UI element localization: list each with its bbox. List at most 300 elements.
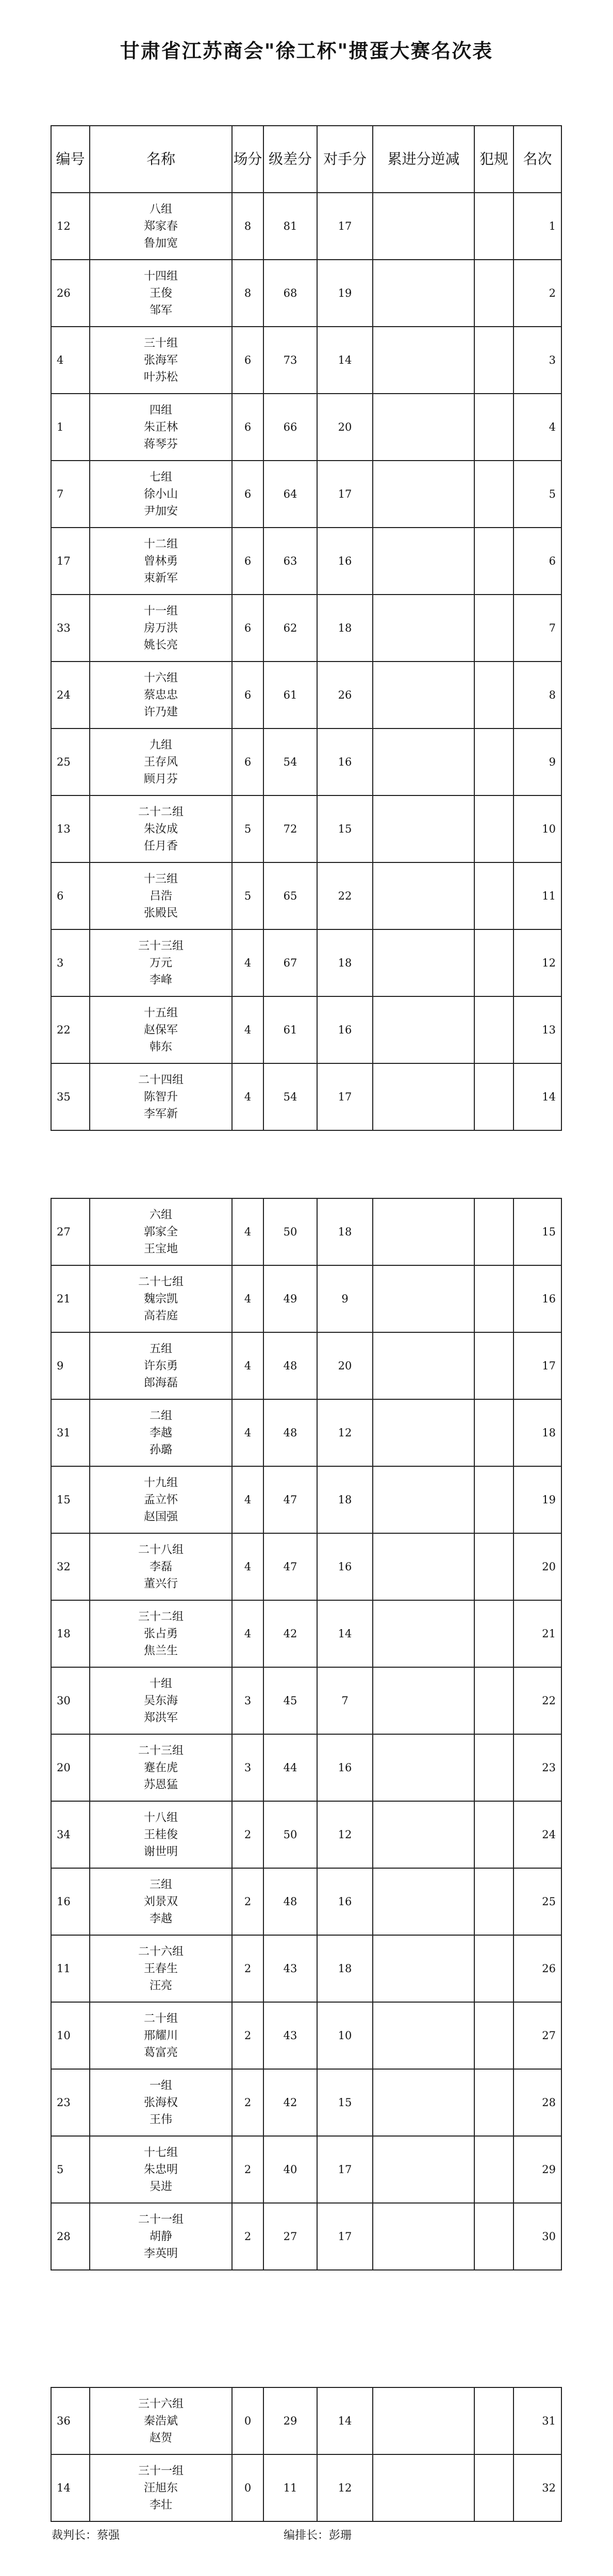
- team-number: 31: [51, 1399, 90, 1466]
- round-score: 0: [232, 2454, 263, 2521]
- rank-value: 15: [513, 1198, 561, 1265]
- player-one: 房万洪: [143, 621, 178, 635]
- team-name-cell: [90, 996, 232, 1063]
- opponent-score: 15: [317, 2069, 373, 2136]
- player-one: 李越: [149, 1426, 172, 1439]
- round-score: 4: [232, 1063, 263, 1130]
- foul-cell: [474, 1063, 513, 1130]
- table-row: [51, 1600, 561, 1667]
- opponent-score: 16: [317, 728, 373, 795]
- group-name: 九组: [149, 738, 172, 752]
- table-row: [51, 1734, 561, 1801]
- header-name: 名称: [90, 126, 232, 193]
- cumulative-score: [373, 1868, 474, 1935]
- group-name: 十六组: [143, 671, 178, 685]
- round-score: 4: [232, 1600, 263, 1667]
- cumulative-score: [373, 1533, 474, 1600]
- table-row: [51, 2136, 561, 2203]
- team-name-cell: [90, 2203, 232, 2270]
- cumulative-score: [373, 1667, 474, 1734]
- table-row: [51, 929, 561, 996]
- team-name-cell: [90, 1399, 232, 1466]
- group-name: 十四组: [143, 269, 178, 283]
- round-score: 0: [232, 2387, 263, 2454]
- cumulative-score: [373, 260, 474, 327]
- round-score: 2: [232, 2002, 263, 2069]
- table-row: [51, 193, 561, 260]
- level-diff-score: 65: [263, 862, 317, 929]
- player-two: 李越: [149, 1912, 172, 1925]
- table-row: [51, 1801, 561, 1868]
- team-number: 22: [51, 996, 90, 1063]
- foul-cell: [474, 394, 513, 461]
- table-row: [51, 1667, 561, 1734]
- cumulative-score: [373, 1734, 474, 1801]
- player-two: 汪亮: [149, 1979, 172, 1992]
- opponent-score: 17: [317, 461, 373, 528]
- foul-cell: [474, 1265, 513, 1332]
- cumulative-score: [373, 1466, 474, 1533]
- group-name: 三十六组: [138, 2397, 184, 2411]
- player-one: 魏宗凯: [143, 1292, 178, 1306]
- player-one: 秦浩斌: [143, 2414, 178, 2428]
- team-name-cell: [90, 662, 232, 728]
- player-two: 鲁加宽: [143, 236, 178, 250]
- player-two: 苏恩猛: [143, 1778, 178, 1791]
- group-name: 六组: [149, 1208, 172, 1222]
- player-two: 任月香: [143, 839, 178, 853]
- level-diff-score: 81: [263, 193, 317, 260]
- team-number: 10: [51, 2002, 90, 2069]
- level-diff-score: 43: [263, 1935, 317, 2002]
- cumulative-score: [373, 996, 474, 1063]
- team-number: 34: [51, 1801, 90, 1868]
- cumulative-score: [373, 394, 474, 461]
- cumulative-score: [373, 1198, 474, 1265]
- level-diff-score: 42: [263, 1600, 317, 1667]
- player-two: 张殿民: [143, 906, 178, 920]
- foul-cell: [474, 862, 513, 929]
- player-two: 蒋琴芬: [143, 437, 178, 451]
- team-number: 3: [51, 929, 90, 996]
- rank-value: 3: [513, 327, 561, 394]
- opponent-score: 12: [317, 1399, 373, 1466]
- team-name-cell: [90, 1466, 232, 1533]
- cumulative-score: [373, 1399, 474, 1466]
- group-name: 二十六组: [138, 1945, 184, 1958]
- rank-value: 12: [513, 929, 561, 996]
- foul-cell: [474, 1198, 513, 1265]
- cumulative-score: [373, 595, 474, 662]
- rank-value: 5: [513, 461, 561, 528]
- table-row: [51, 795, 561, 862]
- team-name-cell: [90, 1265, 232, 1332]
- opponent-score: 14: [317, 2387, 373, 2454]
- round-score: 4: [232, 1332, 263, 1399]
- foul-cell: [474, 1935, 513, 2002]
- cumulative-score: [373, 2069, 474, 2136]
- team-name-cell: [90, 929, 232, 996]
- rank-value: 16: [513, 1265, 561, 1332]
- player-one: 朱汝成: [143, 822, 178, 836]
- rank-value: 23: [513, 1734, 561, 1801]
- player-two: 孙璐: [149, 1443, 172, 1456]
- opponent-score: 15: [317, 795, 373, 862]
- round-score: 5: [232, 795, 263, 862]
- group-name: 十三组: [143, 872, 178, 886]
- team-number: 23: [51, 2069, 90, 2136]
- team-name-cell: [90, 2387, 232, 2454]
- player-two: 许乃建: [143, 705, 178, 719]
- team-number: 25: [51, 728, 90, 795]
- player-one: 孟立怀: [143, 1493, 178, 1506]
- team-name-cell: [90, 1868, 232, 1935]
- cumulative-score: [373, 728, 474, 795]
- player-one: 蔡忠忠: [143, 688, 178, 702]
- opponent-score: 20: [317, 394, 373, 461]
- level-diff-score: 72: [263, 795, 317, 862]
- team-number: 27: [51, 1198, 90, 1265]
- team-number: 33: [51, 595, 90, 662]
- level-diff-score: 64: [263, 461, 317, 528]
- player-one: 万元: [149, 956, 172, 970]
- team-name-cell: [90, 1198, 232, 1265]
- player-one: 张海权: [143, 2096, 178, 2109]
- table-row: [51, 260, 561, 327]
- team-number: 14: [51, 2454, 90, 2521]
- level-diff-score: 68: [263, 260, 317, 327]
- foul-cell: [474, 2069, 513, 2136]
- table-row: [51, 1063, 561, 1130]
- rank-value: 17: [513, 1332, 561, 1399]
- header-rank: 名次: [513, 126, 561, 193]
- header-opponent: 对手分: [317, 126, 373, 193]
- player-two: 赵贺: [149, 2431, 172, 2445]
- group-name: 十组: [149, 1677, 172, 1690]
- player-two: 葛富亮: [143, 2046, 178, 2059]
- rank-value: 10: [513, 795, 561, 862]
- opponent-score: 22: [317, 862, 373, 929]
- round-score: 2: [232, 2069, 263, 2136]
- opponent-score: 12: [317, 1801, 373, 1868]
- cumulative-score: [373, 2136, 474, 2203]
- round-score: 8: [232, 193, 263, 260]
- player-two: 董兴行: [143, 1577, 178, 1590]
- level-diff-score: 66: [263, 394, 317, 461]
- group-name: 十七组: [143, 2146, 178, 2159]
- referee-signature: 裁判长：蔡强: [52, 2529, 120, 2542]
- table-row: [51, 528, 561, 595]
- foul-cell: [474, 595, 513, 662]
- cumulative-score: [373, 528, 474, 595]
- rank-value: 21: [513, 1600, 561, 1667]
- team-name-cell: [90, 2002, 232, 2069]
- player-two: 束新军: [143, 571, 178, 585]
- cumulative-score: [373, 929, 474, 996]
- rank-value: 32: [513, 2454, 561, 2521]
- table-row: [51, 1399, 561, 1466]
- foul-cell: [474, 2387, 513, 2454]
- round-score: 3: [232, 1667, 263, 1734]
- round-score: 6: [232, 394, 263, 461]
- opponent-score: 12: [317, 2454, 373, 2521]
- player-one: 吴东海: [143, 1694, 178, 1707]
- level-diff-score: 48: [263, 1399, 317, 1466]
- group-name: 二十组: [143, 2012, 178, 2025]
- rank-value: 22: [513, 1667, 561, 1734]
- player-one: 张海军: [143, 353, 178, 367]
- team-name-cell: [90, 461, 232, 528]
- team-number: 16: [51, 1868, 90, 1935]
- team-number: 7: [51, 461, 90, 528]
- team-name-cell: [90, 1801, 232, 1868]
- round-score: 2: [232, 1868, 263, 1935]
- round-score: 6: [232, 528, 263, 595]
- player-one: 朱正林: [143, 420, 178, 434]
- header-rounds: 场分: [232, 126, 263, 193]
- group-name: 十二组: [143, 537, 178, 551]
- cumulative-score: [373, 2454, 474, 2521]
- table-row: [51, 1868, 561, 1935]
- team-number: 5: [51, 2136, 90, 2203]
- table-row: [51, 662, 561, 728]
- round-score: 2: [232, 2203, 263, 2270]
- header-level-diff: 级差分: [263, 126, 317, 193]
- foul-cell: [474, 461, 513, 528]
- team-name-cell: [90, 1935, 232, 2002]
- player-one: 郭家全: [143, 1225, 178, 1239]
- foul-cell: [474, 2136, 513, 2203]
- team-name-cell: [90, 528, 232, 595]
- player-one: 王桂俊: [143, 1828, 178, 1841]
- team-number: 12: [51, 193, 90, 260]
- group-name: 四组: [149, 403, 172, 417]
- table-row: [51, 1332, 561, 1399]
- player-two: 郑洪军: [143, 1711, 178, 1724]
- cumulative-score: [373, 795, 474, 862]
- opponent-score: 7: [317, 1667, 373, 1734]
- table-row: [51, 2203, 561, 2270]
- level-diff-score: 42: [263, 2069, 317, 2136]
- opponent-score: 26: [317, 662, 373, 728]
- table-row: [51, 2002, 561, 2069]
- foul-cell: [474, 1667, 513, 1734]
- ranking-table-2: [51, 1198, 562, 2270]
- opponent-score: 16: [317, 528, 373, 595]
- group-name: 三十组: [143, 336, 178, 350]
- level-diff-score: 44: [263, 1734, 317, 1801]
- round-score: 6: [232, 662, 263, 728]
- group-name: 三十一组: [138, 2464, 184, 2478]
- rank-value: 18: [513, 1399, 561, 1466]
- player-one: 李磊: [149, 1560, 172, 1573]
- level-diff-score: 73: [263, 327, 317, 394]
- opponent-score: 14: [317, 327, 373, 394]
- opponent-score: 16: [317, 1734, 373, 1801]
- cumulative-score: [373, 2002, 474, 2069]
- rank-value: 13: [513, 996, 561, 1063]
- opponent-score: 20: [317, 1332, 373, 1399]
- team-name-cell: [90, 1600, 232, 1667]
- team-number: 13: [51, 795, 90, 862]
- rank-value: 25: [513, 1868, 561, 1935]
- team-number: 17: [51, 528, 90, 595]
- player-one: 许东勇: [143, 1359, 178, 1372]
- cumulative-score: [373, 461, 474, 528]
- team-name-cell: [90, 728, 232, 795]
- opponent-score: 14: [317, 1600, 373, 1667]
- cumulative-score: [373, 1063, 474, 1130]
- player-one: 胡静: [149, 2230, 172, 2243]
- cumulative-score: [373, 1332, 474, 1399]
- level-diff-score: 62: [263, 595, 317, 662]
- cumulative-score: [373, 193, 474, 260]
- group-name: 五组: [149, 1342, 172, 1355]
- group-name: 二十八组: [138, 1543, 184, 1556]
- player-one: 王存风: [143, 755, 178, 769]
- level-diff-score: 43: [263, 2002, 317, 2069]
- foul-cell: [474, 1533, 513, 1600]
- rank-value: 8: [513, 662, 561, 728]
- foul-cell: [474, 2203, 513, 2270]
- rank-value: 9: [513, 728, 561, 795]
- team-number: 15: [51, 1466, 90, 1533]
- round-score: 4: [232, 1265, 263, 1332]
- opponent-score: 18: [317, 1198, 373, 1265]
- player-two: 韩东: [149, 1040, 172, 1054]
- level-diff-score: 61: [263, 996, 317, 1063]
- player-one: 曾林勇: [143, 554, 178, 568]
- opponent-score: 16: [317, 996, 373, 1063]
- foul-cell: [474, 1868, 513, 1935]
- player-two: 李军新: [143, 1107, 178, 1121]
- player-one: 王俊: [149, 286, 172, 300]
- opponent-score: 16: [317, 1533, 373, 1600]
- level-diff-score: 50: [263, 1198, 317, 1265]
- player-two: 吴进: [149, 2180, 172, 2193]
- team-name-cell: [90, 1063, 232, 1130]
- rank-value: 2: [513, 260, 561, 327]
- header-cumulative: 累进分逆减: [373, 126, 474, 193]
- foul-cell: [474, 1600, 513, 1667]
- team-number: 1: [51, 394, 90, 461]
- rank-value: 20: [513, 1533, 561, 1600]
- opponent-score: 17: [317, 193, 373, 260]
- foul-cell: [474, 662, 513, 728]
- table-header-row: [51, 126, 561, 193]
- team-name-cell: [90, 862, 232, 929]
- player-one: 蹇在虎: [143, 1761, 178, 1774]
- rank-value: 19: [513, 1466, 561, 1533]
- table-row: [51, 728, 561, 795]
- player-two: 焦兰生: [143, 1644, 178, 1657]
- round-score: 4: [232, 996, 263, 1063]
- rank-value: 11: [513, 862, 561, 929]
- team-number: 32: [51, 1533, 90, 1600]
- foul-cell: [474, 2002, 513, 2069]
- cumulative-score: [373, 1935, 474, 2002]
- team-name-cell: [90, 193, 232, 260]
- player-one: 陈智升: [143, 1090, 178, 1104]
- team-number: 28: [51, 2203, 90, 2270]
- player-one: 汪旭东: [143, 2481, 178, 2495]
- team-name-cell: [90, 2136, 232, 2203]
- cumulative-score: [373, 1801, 474, 1868]
- table-row: [51, 1935, 561, 2002]
- foul-cell: [474, 728, 513, 795]
- level-diff-score: 48: [263, 1868, 317, 1935]
- cumulative-score: [373, 2387, 474, 2454]
- team-name-cell: [90, 595, 232, 662]
- player-two: 李英明: [143, 2247, 178, 2260]
- cumulative-score: [373, 1265, 474, 1332]
- level-diff-score: 49: [263, 1265, 317, 1332]
- table-row: [51, 461, 561, 528]
- level-diff-score: 47: [263, 1533, 317, 1600]
- group-name: 七组: [149, 470, 172, 484]
- group-name: 二组: [149, 1409, 172, 1422]
- team-name-cell: [90, 327, 232, 394]
- team-number: 11: [51, 1935, 90, 2002]
- player-one: 郑家春: [143, 219, 178, 233]
- foul-cell: [474, 193, 513, 260]
- foul-cell: [474, 327, 513, 394]
- round-score: 6: [232, 327, 263, 394]
- team-number: 26: [51, 260, 90, 327]
- table-row: [51, 2387, 561, 2454]
- table-row: [51, 394, 561, 461]
- level-diff-score: 40: [263, 2136, 317, 2203]
- opponent-score: 17: [317, 2203, 373, 2270]
- round-score: 4: [232, 1533, 263, 1600]
- header-foul: 犯规: [474, 126, 513, 193]
- opponent-score: 10: [317, 2002, 373, 2069]
- team-name-cell: [90, 2454, 232, 2521]
- cumulative-score: [373, 862, 474, 929]
- team-name-cell: [90, 1332, 232, 1399]
- group-name: 十九组: [143, 1476, 178, 1489]
- rank-value: 29: [513, 2136, 561, 2203]
- group-name: 二十七组: [138, 1275, 184, 1289]
- level-diff-score: 48: [263, 1332, 317, 1399]
- round-score: 6: [232, 461, 263, 528]
- round-score: 4: [232, 1399, 263, 1466]
- round-score: 2: [232, 1935, 263, 2002]
- round-score: 5: [232, 862, 263, 929]
- player-two: 顾月芬: [143, 772, 178, 786]
- level-diff-score: 67: [263, 929, 317, 996]
- round-score: 4: [232, 1198, 263, 1265]
- team-number: 18: [51, 1600, 90, 1667]
- group-name: 二十一组: [138, 2213, 184, 2226]
- foul-cell: [474, 1399, 513, 1466]
- foul-cell: [474, 1734, 513, 1801]
- team-name-cell: [90, 795, 232, 862]
- rank-value: 30: [513, 2203, 561, 2270]
- group-name: 十一组: [143, 604, 178, 618]
- cumulative-score: [373, 2203, 474, 2270]
- table-row: [51, 2069, 561, 2136]
- opponent-score: 18: [317, 1466, 373, 1533]
- rank-value: 1: [513, 193, 561, 260]
- cumulative-score: [373, 1600, 474, 1667]
- player-one: 刘景双: [143, 1895, 178, 1908]
- level-diff-score: 11: [263, 2454, 317, 2521]
- team-number: 9: [51, 1332, 90, 1399]
- opponent-score: 19: [317, 260, 373, 327]
- table-row: [51, 1533, 561, 1600]
- opponent-score: 16: [317, 1868, 373, 1935]
